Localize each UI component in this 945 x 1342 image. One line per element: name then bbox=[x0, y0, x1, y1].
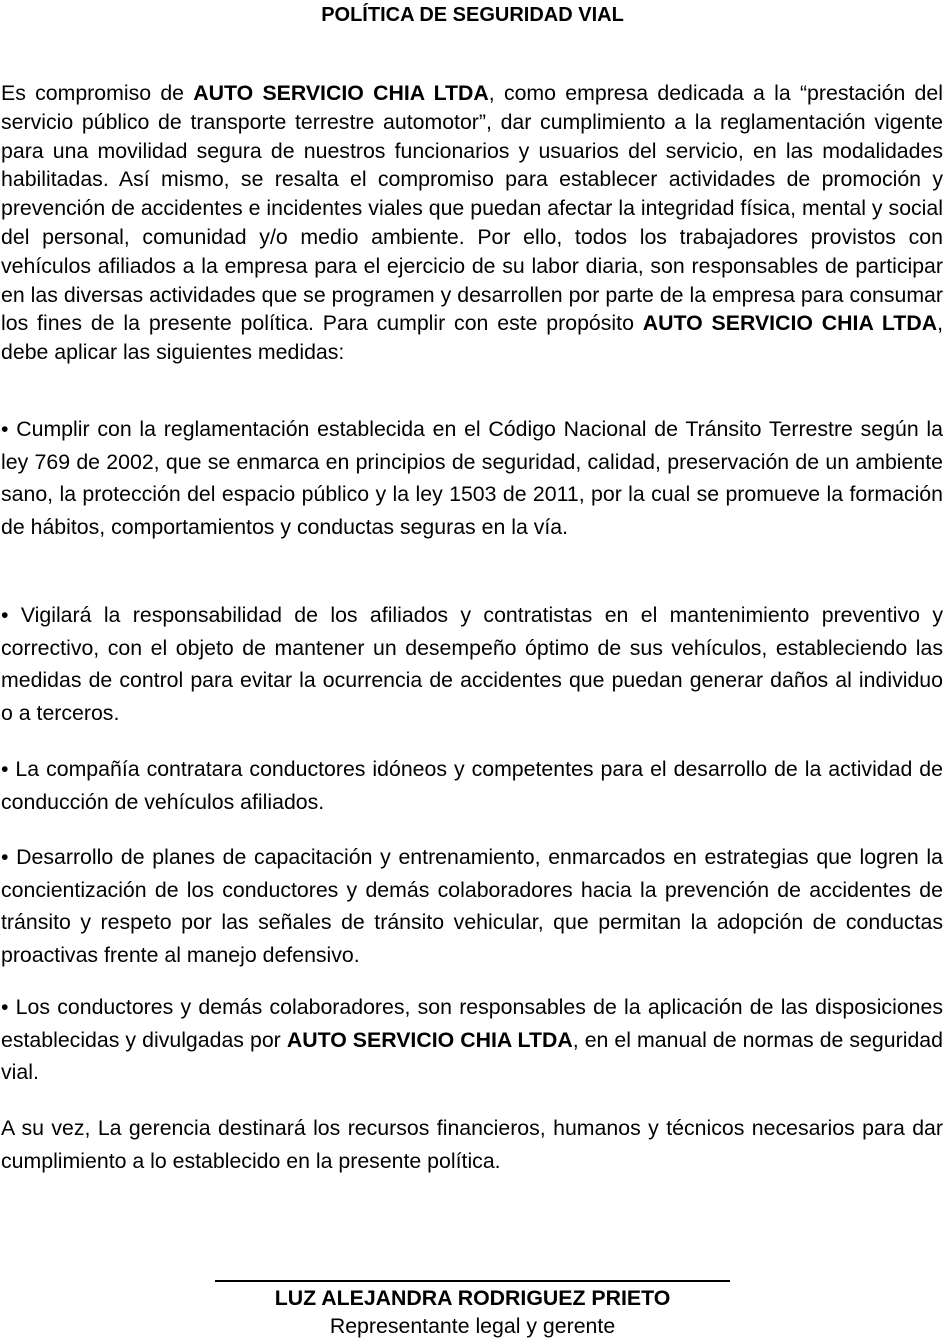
signatory-role: Representante legal y gerente bbox=[329, 1314, 616, 1338]
document-title: POLÍTICA DE SEGURIDAD VIAL bbox=[321, 4, 624, 26]
signature-line bbox=[215, 1280, 730, 1282]
closing-paragraph: A su vez, La gerencia destinará los recursos financieros, humanos y técnicos necesarios para dar cumplimiento a lo establecido en la presente política. bbox=[1, 1116, 943, 1173]
signatory-name: LUZ ALEJANDRA RODRIGUEZ PRIETO bbox=[274, 1286, 671, 1310]
intro-text-end: , debe aplicar las siguientes medidas: bbox=[1, 311, 943, 365]
company-name: AUTO SERVICIO CHIA LTDA bbox=[642, 311, 938, 336]
policy-item-2: • Vigilará la responsabilidad de los afiliados y contratistas en el mantenimiento preventivo y correctivo, con el objeto de mantener un desempeño óptimo de sus vehículos, estableciendo las medidas de control para evitar la ocurrencia de accidentes que puedan generar daños al individuo o a terceros. bbox=[1, 603, 943, 726]
intro-text-start: Es compromiso de bbox=[1, 81, 194, 105]
company-name: AUTO SERVICIO CHIA LTDA bbox=[193, 81, 489, 105]
intro-text-middle: , como empresa dedicada a la “prestación del servicio público de transporte terrestre automotor”, dar cumplimiento a la reglamentación vigente para una movilidad segura de nuestros funcionarios y usuarios del servicio, en las modalidades habilitadas. Así mismo, se resalta el compromiso para establecer actividades de promoción y prevención de accidentes e incidentes viales que puedan afectar la integridad física, mental y social del personal, comunidad y/o medio ambiente. Por ello, todos los trabajadores provistos con vehículos afiliados a la empresa para el ejercicio de su labor diaria, son responsables de participar en las diversas actividades que se programen y desarrollen por parte de la empresa para consumar los fines de la presente política. Para cumplir con este propósito bbox=[1, 81, 943, 336]
intro-paragraph bbox=[1, 79, 943, 367]
policy-item-5-text-start: • Los conductores y demás colaboradores, son responsables de la aplicación de las disposiciones establecidas y divulgadas por bbox=[1, 995, 943, 1052]
policy-item-5-text-end: , en el manual de normas de seguridad vial. bbox=[1, 1027, 943, 1085]
policy-item-3: • La compañía contratara conductores idóneos y competentes para el desarrollo de la actividad de conducción de vehículos afiliados. bbox=[1, 757, 943, 814]
policy-item-4: • Desarrollo de planes de capacitación y entrenamiento, enmarcados en estrategias que logren la concientización de los conductores y demás colaboradores hacia la prevención de accidentes de tránsito y respeto por las señales de tránsito vehicular, que permitan la adopción de conductas proactivas frente al manejo defensivo. bbox=[1, 845, 943, 968]
policy-item-1: • Cumplir con la reglamentación establecida en el Código Nacional de Tránsito Terrestre según la ley 769 de 2002, que se enmarca en principios de seguridad, calidad, preservación de un ambiente sano, la protección del espacio público y la ley 1503 de 2011, por la cual se promueve la formación de hábitos, comportamientos y conductas seguras en la vía. bbox=[1, 417, 943, 540]
policy-item-5 bbox=[1, 991, 943, 1089]
company-name: AUTO SERVICIO CHIA LTDA bbox=[286, 1027, 573, 1052]
